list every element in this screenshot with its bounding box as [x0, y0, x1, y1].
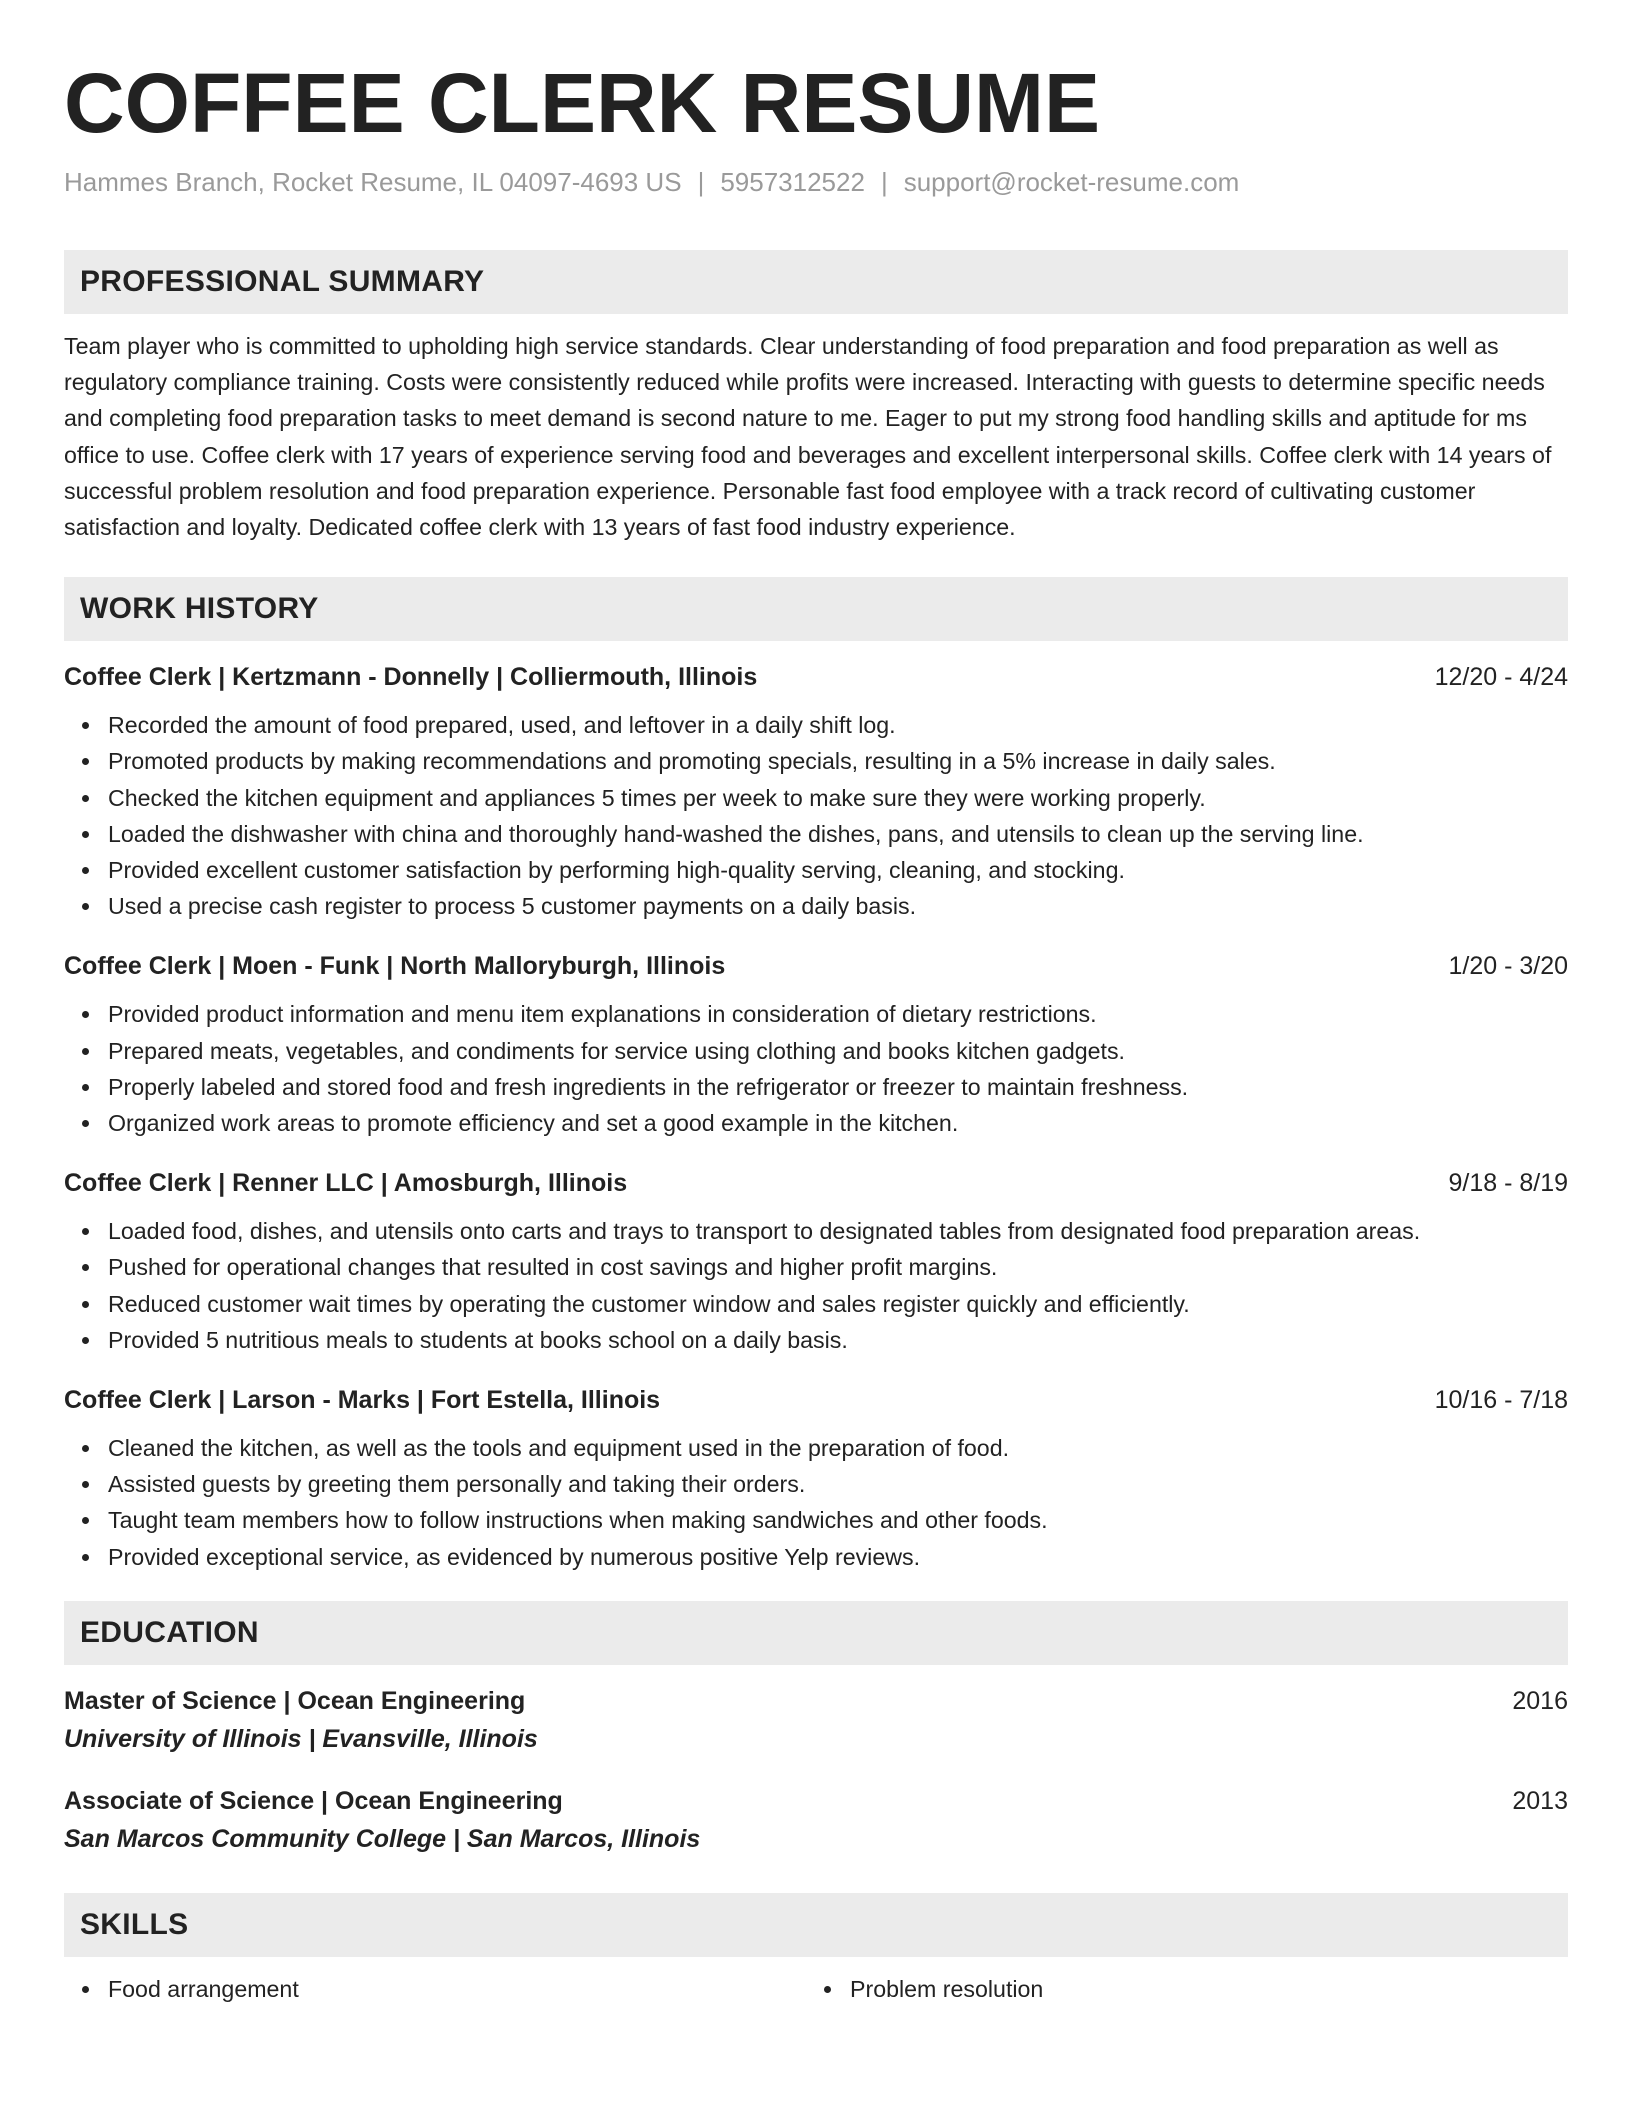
job-bullet: Prepared meats, vegetables, and condiments for service using clothing and books kitchen gadgets. — [108, 1033, 1568, 1069]
summary-text: Team player who is committed to upholding high service standards. Clear understanding of food preparation and food preparation as well as regulatory compliance training. Costs were consistently reduced while profits were increased. Interacting with guests to determine specific needs and completing food preparation tasks to meet demand is second nature to me. Eager to put my strong food handling skills and aptitude for ms office to use. Coffee clerk with 17 years of experience serving food and beverages and excellent interpersonal skills. Coffee clerk with 14 years of successful problem resolution and food preparation experience. Personable fast food employee with a track record of cultivating customer satisfaction and loyalty. Dedicated coffee clerk with 13 years of fast food industry experience. — [64, 333, 1552, 541]
job-bullet: Loaded the dishwasher with china and thoroughly hand-washed the dishes, pans, and utensils to clean up the serving line. — [108, 816, 1568, 852]
resume-title: COFFEE CLERK RESUME — [64, 56, 1101, 150]
skills-column-right — [806, 1971, 1568, 2007]
job-title: Coffee Clerk | Moen - Funk | North Malloryburgh, Illinois — [64, 952, 726, 981]
job-bullet: Used a precise cash register to process 5 customer payments on a daily basis. — [108, 888, 1568, 924]
job-bullet: Reduced customer wait times by operating the customer window and sales register quickly and efficiently. — [108, 1286, 1568, 1322]
job-bullet: Provided 5 nutritious meals to students at books school on a daily basis. — [108, 1322, 1568, 1358]
job-bullets — [64, 707, 1568, 924]
skills-grid — [64, 1971, 1568, 2007]
job-dates: 10/16 - 7/18 — [1434, 1386, 1568, 1415]
contact-separator: | — [697, 167, 705, 197]
education-degree: Master of Science | Ocean Engineering — [64, 1686, 526, 1715]
education-school: San Marcos Community College | San Marcos, Illinois — [64, 1824, 701, 1853]
job-bullet: Provided exceptional service, as evidenced by numerous positive Yelp reviews. — [108, 1539, 1568, 1575]
job-bullets — [64, 1430, 1568, 1575]
job-title: Coffee Clerk | Renner LLC | Amosburgh, Illinois — [64, 1169, 628, 1198]
job-bullet: Pushed for operational changes that resulted in cost savings and higher profit margins. — [108, 1249, 1568, 1285]
job-entry — [64, 661, 1568, 924]
job-dates: 12/20 - 4/24 — [1434, 663, 1568, 692]
job-header — [64, 661, 1568, 693]
education-year: 2013 — [1512, 1786, 1568, 1815]
section-header-work-history: WORK HISTORY — [64, 577, 1568, 641]
job-entry — [64, 1384, 1568, 1575]
job-bullet: Promoted products by making recommendations and promoting specials, resulting in a 5% increase in daily sales. — [108, 743, 1568, 779]
contact-line — [64, 166, 1568, 198]
job-bullet: Provided product information and menu item explanations in consideration of dietary restrictions. — [108, 996, 1568, 1032]
job-header — [64, 1384, 1568, 1416]
education-year: 2016 — [1512, 1686, 1568, 1715]
contact-email: support@rocket-resume.com — [903, 167, 1240, 197]
education-entry — [64, 1685, 1568, 1755]
job-dates: 1/20 - 3/20 — [1448, 952, 1568, 981]
job-entry — [64, 950, 1568, 1141]
job-bullet: Organized work areas to promote efficiency and set a good example in the kitchen. — [108, 1105, 1568, 1141]
education-header — [64, 1685, 1568, 1717]
section-header-summary: PROFESSIONAL SUMMARY — [64, 250, 1568, 314]
job-entry — [64, 1167, 1568, 1358]
section-header-skills: SKILLS — [64, 1893, 1568, 1957]
skill-item: Problem resolution — [850, 1971, 1568, 2007]
contact-phone: 5957312522 — [720, 167, 865, 197]
job-bullet: Properly labeled and stored food and fresh ingredients in the refrigerator or freezer to maintain freshness. — [108, 1069, 1568, 1105]
job-bullet: Loaded food, dishes, and utensils onto carts and trays to transport to designated tables from designated food preparation areas. — [108, 1213, 1568, 1249]
contact-separator: | — [880, 167, 888, 197]
job-bullet: Provided excellent customer satisfaction by performing high-quality serving, cleaning, and stocking. — [108, 852, 1568, 888]
job-bullet: Taught team members how to follow instructions when making sandwiches and other foods. — [108, 1502, 1568, 1538]
job-bullets — [64, 996, 1568, 1141]
job-title: Coffee Clerk | Kertzmann - Donnelly | Colliermouth, Illinois — [64, 663, 758, 692]
job-header — [64, 950, 1568, 982]
job-bullets — [64, 1213, 1568, 1358]
job-dates: 9/18 - 8/19 — [1448, 1169, 1568, 1198]
job-header — [64, 1167, 1568, 1199]
section-header-education: EDUCATION — [64, 1601, 1568, 1665]
skills-column-left — [64, 1971, 806, 2007]
education-school: University of Illinois | Evansville, Illinois — [64, 1724, 538, 1753]
job-bullet: Checked the kitchen equipment and appliances 5 times per week to make sure they were working properly. — [108, 780, 1568, 816]
education-entry — [64, 1785, 1568, 1855]
job-title: Coffee Clerk | Larson - Marks | Fort Estella, Illinois — [64, 1386, 661, 1415]
skill-item: Food arrangement — [108, 1971, 806, 2007]
job-bullet: Cleaned the kitchen, as well as the tools and equipment used in the preparation of food. — [108, 1430, 1568, 1466]
contact-address: Hammes Branch, Rocket Resume, IL 04097-4693 US — [64, 167, 682, 197]
education-degree: Associate of Science | Ocean Engineering — [64, 1786, 563, 1815]
job-bullet: Recorded the amount of food prepared, used, and leftover in a daily shift log. — [108, 707, 1568, 743]
job-bullet: Assisted guests by greeting them personally and taking their orders. — [108, 1466, 1568, 1502]
education-header — [64, 1785, 1568, 1817]
